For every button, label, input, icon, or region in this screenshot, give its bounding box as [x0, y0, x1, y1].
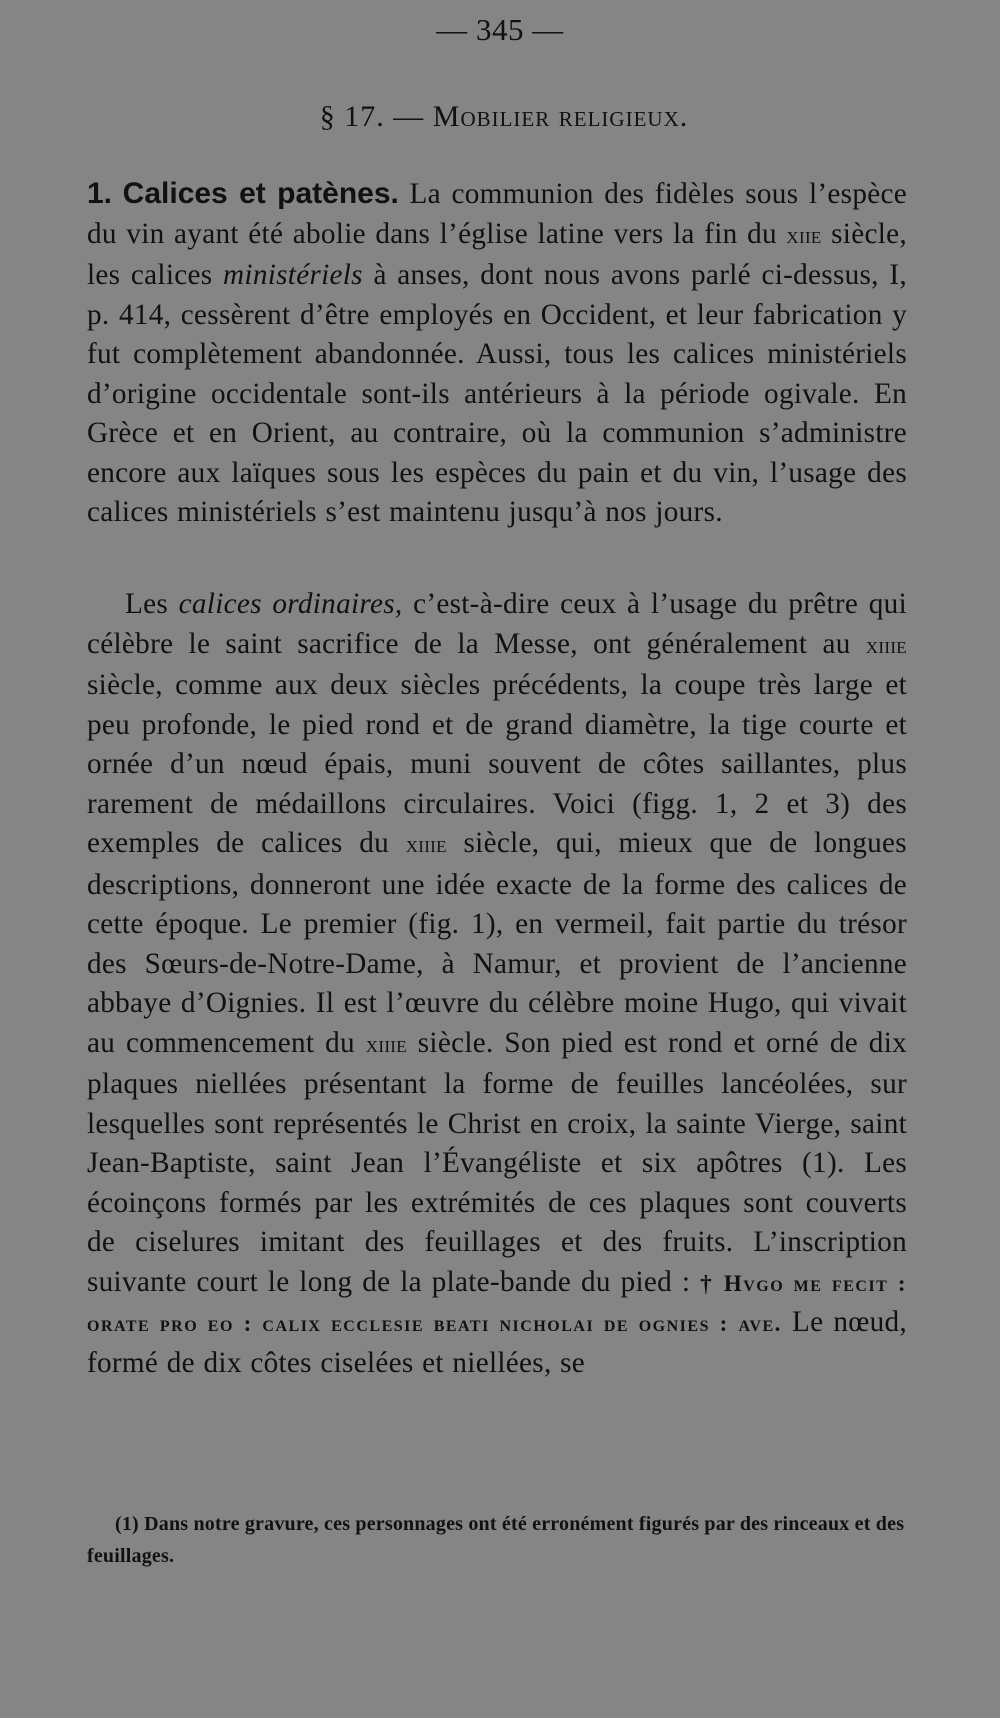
paragraph-text: siècle. Son pied est rond et orné de dix plaques niellées présentant la forme de feuilles lancéolées, sur lesquelles sont représentés le Christ en croix, la sainte Vierge, saint Jean-Baptiste, saint Jean l’Évangéliste et six apôtres (1). Les écoinçons formés par les extrémités de ces plaques sont couverts de ciselures imitant des feuillages et des fruits. L’inscription suivante court le long de la plate-bande du pied :: [87, 1026, 907, 1298]
section-number: § 17. —: [319, 100, 425, 133]
century-numeral: xiie: [786, 222, 822, 249]
italic-term: ministériels: [223, 259, 363, 291]
paragraph-text: Les: [125, 588, 169, 620]
footnote: (1) Dans notre gravure, ces personnages ont été erronément figurés par des rinceaux et des feuillages.: [87, 1513, 905, 1567]
item-number: 1.: [87, 177, 113, 210]
section-title-text: Mobilier religieux.: [432, 100, 689, 133]
paragraph-calices-ordinaires: [87, 585, 907, 1383]
century-numeral: xiiie: [405, 832, 447, 858]
page-number: — 345 —: [436, 12, 564, 47]
paragraph-text: siècle, qui, mieux que de longues descriptions, donneront une idée exacte de la forme des calices de cette époque. Le premier (fig. 1), en vermeil, fait partie du trésor des Sœurs-de-Notre-Dame, à Namur, et provient de l’ancienne abbaye d’Oignies. Il est l’œuvre du célèbre moine Hugo, qui vivait au commencement du: [87, 827, 907, 1059]
chalice-inscription: † Hvgo me fecit : orate pro eo : calix ecclesie beati nicholai de ognies : ave.: [87, 1270, 907, 1336]
paragraph-text: à anses, dont nous avons parlé ci-dessus, I, p. 414, cessèrent d’être employés en Occident, et leur fabrication y fut complètement abandonnée. Aussi, tous les calices ministériels d’origine occidentale sont-ils antérieurs à la période ogivale. En Grèce et en Orient, au contraire, où la communion s’administre encore aux laïques sous les espèces du pain et du vin, l’usage des calices ministériels s’est maintenu jusqu’à nos jours.: [87, 259, 907, 528]
paragraph-text: siècle, comme aux deux siècles précédents, la coupe très large et peu profonde, le pied rond et de grand diamètre, la tige courte et ornée d’un nœud épais, muni souvent de côtes saillantes, plus rarement de médaillons circulaires. Voici (figg. 1, 2 et 3) des exemples de calices du: [87, 669, 907, 859]
paragraph-text: La communion des fidèles sous l’espèce du vin ayant été abolie dans l’église latine vers la fin du: [87, 178, 907, 250]
paragraph-text: siècle, les calices: [87, 217, 907, 291]
section-heading: [0, 100, 1000, 134]
paragraph-text: Le nœud, formé de dix côtes ciselées et niellées, se: [87, 1306, 907, 1379]
italic-term: calices ordinaires,: [178, 588, 403, 620]
paragraph-calices-et-patenes: [87, 174, 907, 533]
century-numeral: xiiie: [865, 632, 907, 659]
century-numeral: xiiie: [365, 1031, 407, 1058]
item-title: Calices et patènes.: [122, 177, 399, 210]
paragraph-text: c’est-à-dire ceux à l’usage du prêtre qui célèbre le saint sacrifice de la Messe, ont généralement au: [87, 588, 907, 660]
